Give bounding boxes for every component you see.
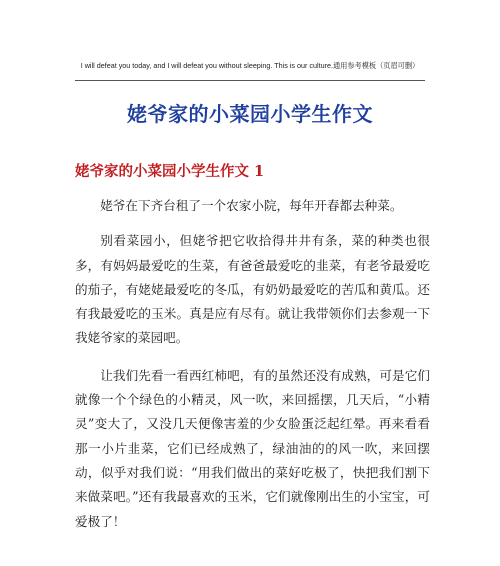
header-divider [75, 80, 425, 81]
document-title: 姥爷家的小菜园小学生作文 [127, 102, 373, 126]
page-header-text: I will defeat you today, and I will defeat you without sleeping. This is our culture.通用参考模板（页眉可删） [80, 61, 420, 70]
paragraph-1: 姥爷在下齐台租了一个农家小院，每年开春都去种菜。 [100, 198, 403, 213]
paragraph-2: 别看菜园小，但姥爷把它收拾得井井有条，菜的种类也很多，有妈妈最爱吃的生菜，有爸爸最爱吃的韭菜，有老爷最爱吃的茄子，有姥姥最爱吃的冬瓜，有奶奶最爱吃的苦瓜和黄瓜。还有我最爱吃的玉米。真是应有尽有。就让我带领你们去参观一下我姥爷家的菜园吧。 [75, 233, 430, 346]
essay-body [75, 194, 430, 547]
section-title: 姥爷家的小菜园小学生作文 1 [75, 163, 265, 180]
paragraph-3: 让我们先看一看西红柿吧，有的虽然还没有成熟，可是它们就像一个个绿色的小精灵，风一吹，来回摇摆，几天后，“小精灵”变大了，又没几天便像害羞的少女脸蛋泛起红晕。再来看看那一小片韭菜，它们已经成熟了，绿油油的的风一吹，来回摆动，似乎对我们说：“用我们做出的菜好吃极了，快把我们割下来做菜吧。”还有我最喜欢的玉米，它们就像刚出生的小宝宝，可爱极了！ [75, 367, 430, 529]
